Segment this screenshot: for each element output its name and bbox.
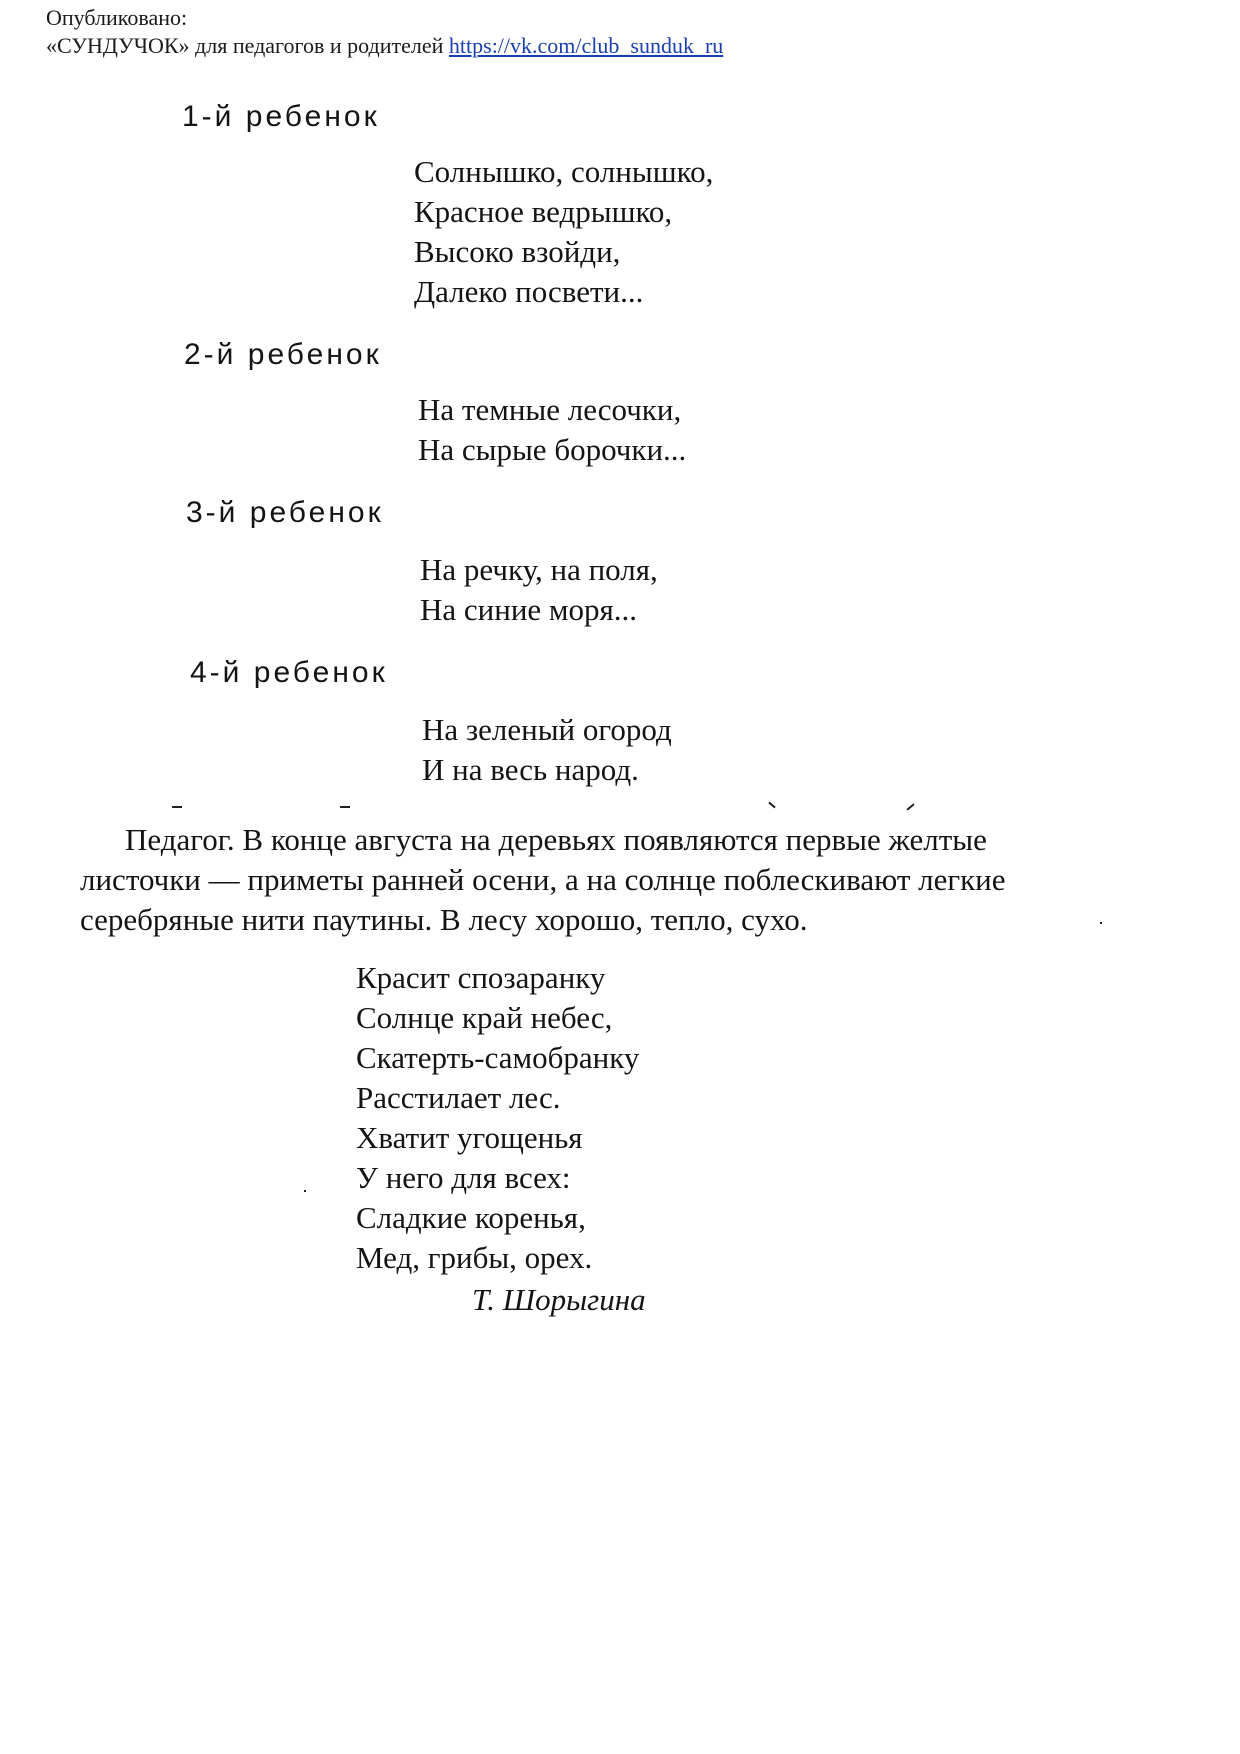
verse-line: На зеленый огород	[422, 712, 672, 747]
speaker-label-3: 3-й ребенок	[186, 496, 384, 529]
published-label: Опубликовано:	[46, 5, 188, 30]
poem-line: Солнце край небес,	[356, 1000, 613, 1035]
scan-speck	[304, 1190, 306, 1192]
scan-speck	[906, 803, 914, 810]
speaker-label-4: 4-й ребенок	[190, 656, 388, 689]
scan-speck	[340, 806, 350, 808]
scan-speck	[768, 802, 775, 809]
stanza-3-verse	[420, 550, 658, 630]
verse-line: И на весь народ.	[422, 752, 639, 787]
poem-line: Хватит угощенья	[356, 1120, 583, 1155]
verse-line: На темные лесочки,	[418, 392, 682, 427]
verse-line: Солнышко, солнышко,	[414, 154, 714, 189]
speaker-label-2: 2-й ребенок	[184, 338, 382, 371]
verse-line: Далеко посвети...	[414, 274, 644, 309]
poem-line: Красит спозаранку	[356, 960, 606, 995]
source-text: «СУНДУЧОК» для педагогов и родителей	[46, 33, 444, 58]
source-line	[46, 32, 723, 60]
stanza-4-verse	[422, 710, 672, 790]
paragraph-line: листочки — приметы ранней осени, а на солнце поблескивают легкие	[80, 862, 1006, 897]
poem-author: Т. Шорыгина	[472, 1282, 646, 1317]
poem-line: У него для всех:	[356, 1160, 571, 1195]
poem-line: Мед, грибы, орех.	[356, 1240, 593, 1275]
verse-line: Красное ведрышко,	[414, 194, 673, 229]
paragraph-line: Педагог. В конце августа на деревьях появляются первые желтые	[125, 822, 987, 857]
verse-line: На синие моря...	[420, 592, 638, 627]
poem-line: Сладкие коренья,	[356, 1200, 586, 1235]
poem-line: Расстилает лес.	[356, 1080, 561, 1115]
poem-verse	[356, 958, 639, 1278]
source-link[interactable]: https://vk.com/club_sunduk_ru	[448, 33, 724, 58]
verse-line: Высоко взойди,	[414, 234, 621, 269]
speaker-label-1: 1-й ребенок	[182, 100, 380, 133]
paragraph-line: серебряные нити паутины. В лесу хорошо, тепло, сухо.	[80, 902, 808, 937]
stanza-1-verse	[414, 152, 713, 312]
poem-line: Скатерть-самобранку	[356, 1040, 640, 1075]
verse-line: На сырые борочки...	[418, 432, 687, 467]
publication-header	[46, 4, 723, 60]
teacher-paragraph	[80, 820, 1140, 940]
stanza-2-verse	[418, 390, 686, 470]
verse-line: На речку, на поля,	[420, 552, 658, 587]
scan-speck	[172, 806, 182, 808]
